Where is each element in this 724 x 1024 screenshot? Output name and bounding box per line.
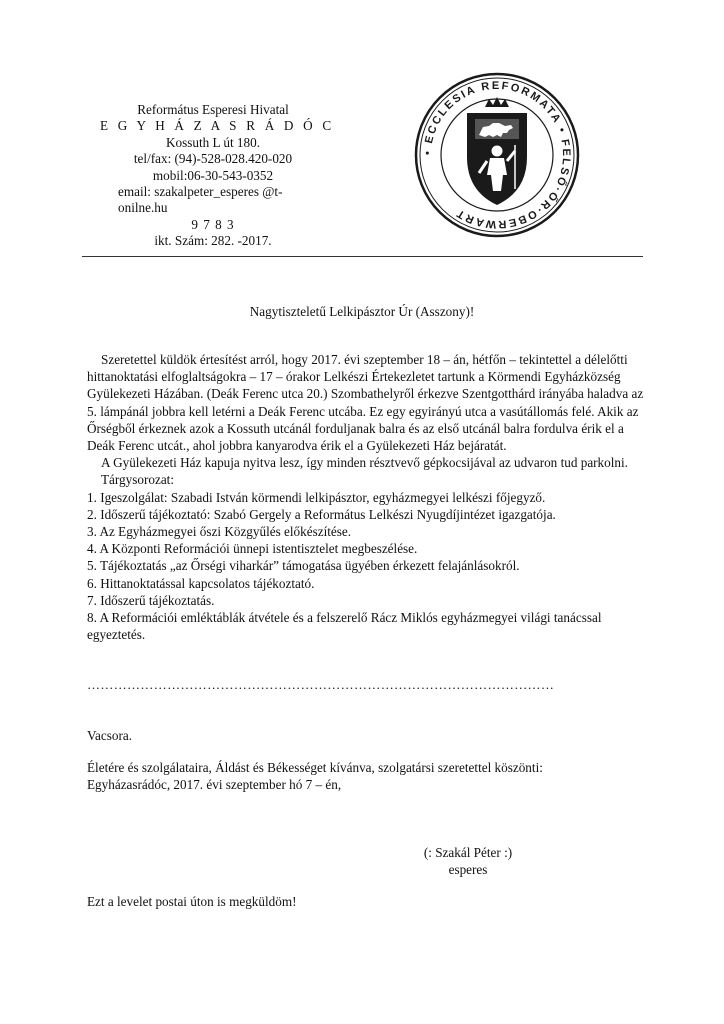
mobile: mobil:06-30-543-0352 (152, 167, 274, 183)
agenda-item: 1. Igeszolgálat: Szabadi István körmendi lelkipásztor, egyházmegyei lelkészi főjegyző. (87, 489, 546, 505)
agenda-item: 8. A Reformációi emléktáblák átvétele és a felszerelő Rácz Miklós egyházmegyei világi tanácssal egyeztetés. (87, 610, 602, 643)
signature-block (380, 844, 556, 878)
postcode: 9 7 8 3 (191, 216, 235, 232)
dinner-note: Vacsora. (87, 728, 133, 743)
agenda-title: Tárgysorozat: (101, 472, 174, 488)
seal-ring-text: • ECCLESIA REFORMATA • FELSŐ·ŐR·OBERWART (421, 79, 573, 231)
closing-line: Életére és szolgálataira, Áldást és Békességet kívánva, szolgatársi szeretettel köszönti: (87, 760, 543, 775)
agenda-item: 6. Hittanoktatással kapcsolatos tájékoztató. (87, 575, 315, 591)
signer-name: (: Szakál Péter :) (423, 845, 513, 860)
place-date: Egyházasrádóc, 2017. évi szeptember hó 7 – én, (87, 777, 342, 792)
dotted-separator: …………………………………………………………………………………………… (87, 677, 555, 692)
paragraph-parking: A Gyülekezeti Ház kapuja nyitva lesz, így minden résztvevő gépkocsijával az udvaron tud parkolni. (101, 455, 628, 471)
letterhead-divider (82, 256, 643, 257)
postscript: Ezt a levelet postai úton is megküldöm! (87, 894, 297, 909)
email-line-2: onilne.hu (118, 200, 168, 216)
email-line-1: email: szakalpeter_esperes @t- (118, 184, 283, 200)
letterhead (100, 102, 335, 250)
salutation: Nagytiszteletű Lelkipásztor Úr (Asszony)! (249, 304, 475, 319)
agenda-item: 2. Időszerű tájékoztató: Szabó Gergely a Református Lelkészi Nyugdíjintézet igazgatója. (87, 506, 556, 522)
letter-body (87, 351, 647, 643)
town-name: E G Y H Á Z A S R Á D Ó C (100, 118, 335, 134)
telfax: tel/fax: (94)-528-028.420-020 (133, 151, 293, 167)
signer-title: esperes (448, 862, 488, 878)
office-name: Református Esperesi Hivatal (137, 102, 289, 117)
agenda-item: 7. Időszerű tájékoztatás. (87, 592, 215, 608)
agenda-item: 3. Az Egyházmegyei őszi Közgyűlés előkészítése. (87, 524, 352, 540)
church-seal-logo (413, 71, 581, 239)
agenda-item: 4. A Központi Reformációi ünnepi istentisztelet megbeszélése. (87, 541, 418, 557)
paragraph-meeting: Szeretettel küldök értesítést arról, hogy 2017. évi szeptember 18 – án, hétfőn – tekintettel a délelőtti hittanoktatási elfoglaltságokra – 17 – órakor Lelkészi Értekezletet tartunk a Körmendi Egyházközség Gyülekezeti Házában. (Deák Ferenc utca 20.) Szombathelyről érkezve Szentgotthárd irányába haladva az 5. lámpánál jobbra kell letérni a Deák Ferenc utcába. Ez egy egyirányú utca a vasútállomás felé. Akik az Őrségből érkeznek azok a Kossuth utcánál forduljanak balra és az első utcánál balra fordulva érik el a Deák Ferenc utcát., ahol jobbra kanyarodva érik el a Gyülekezeti Ház bejáratát. (87, 352, 644, 454)
address: Kossuth L út 180. (165, 134, 261, 150)
agenda-item: 5. Tájékoztatás „az Őrségi viharkár” támogatása ügyében érkezett felajánlásokról. (87, 558, 520, 574)
reference-number: ikt. Szám: 282. -2017. (154, 233, 272, 249)
